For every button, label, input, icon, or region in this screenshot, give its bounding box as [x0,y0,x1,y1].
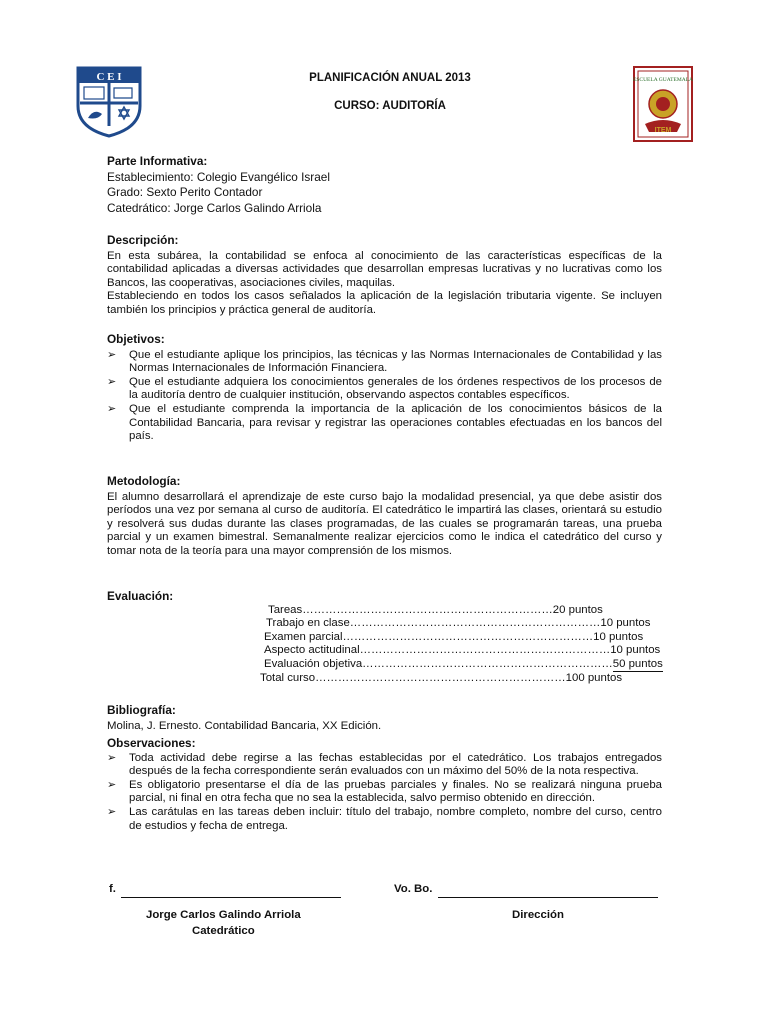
course-title: CURSO: AUDITORÍA [334,100,446,112]
descripcion-p2: Estableciendo en todos los casos señalados la aplicación de la legislación tributaria vigente. Se incluyen también los principios y práctica general de auditoría. [107,290,662,316]
signature-role: Catedrático [192,925,255,937]
arrow-bullet-icon: ➢ [107,778,117,791]
objetivos-section [107,333,662,444]
table-row: Examen parcial ………………………………………………………… 10 puntos [264,630,644,643]
emblem-subtext: ITEM [654,127,672,134]
list-item: ➢ Toda actividad debe regirse a las fechas establecidas por el catedrático. Los trabajos entregados después de la fecha correspondiente serán evaluados con un máximo del 50% de la nota respectiva. [107,751,662,778]
evaluacion-title: Evaluación: [107,589,174,603]
table-row-total: Total curso ………………………………………………………… 100 puntos [260,672,623,685]
list-item: ➢ Que el estudiante adquiera los conocimientos generales de los órdenes respectivos de los procesos de la auditoría dentro de cualquier institución, observando aspectos contables específicos. [107,375,662,402]
arrow-bullet-icon: ➢ [107,375,117,388]
table-row: Trabajo en clase ………………………………………………………… 10 puntos [266,617,651,630]
table-row: Aspecto actitudinal ………………………………………………………… 10 puntos [264,644,661,657]
objetivos-list [107,349,662,444]
document-title: PLANIFICACIÓN ANUAL 2013 [309,72,471,84]
list-item: ➢ Las carátulas en las tareas deben incluir: título del trabajo, nombre completo, nombre del curso, centro de estudios y fecha de entrega. [107,805,662,832]
arrow-bullet-icon: ➢ [107,348,117,361]
bibliografia-title: Bibliografía: [107,703,176,717]
list-item: ➢ Que el estudiante aplique los principios, las técnicas y las Normas Internacionales de Contabilidad y las Normas Internacionales de Información Financiera. [107,348,662,375]
signature-vobo-label: Vo. Bo. [394,883,433,895]
signature-line-direccion [438,897,658,898]
info-grado: Grado: Sexto Perito Contador [107,185,263,199]
objetivos-title: Objetivos: [107,332,165,346]
table-row: Tareas ………………………………………………………… 20 puntos [268,604,603,616]
descripcion-section [107,234,662,318]
arrow-bullet-icon: ➢ [107,402,117,415]
metodologia-text: El alumno desarrollará el aprendizaje de este curso bajo la modalidad presencial, ya que debe asistir dos períodos una vez por semana al curso de auditoría. El catedrático le impartirá las clases, orientará su estudio y resolverá sus dudas durante las clases programadas, de las cuales se programarán tareas, una prueba parcial y un examen bimestral. Semanalmente realizar ejercicios como le indica el catedrático del curso y tomar nota de la teoría para una mayor comprensión de los mismos. [107,490,662,557]
info-title: Parte Informativa: [107,154,208,168]
metodologia-title: Metodología: [107,474,181,488]
bibliografia-section [107,704,662,733]
info-catedratico: Catedrático: Jorge Carlos Galindo Arriola [107,200,322,215]
evaluacion-table [260,604,663,685]
list-item: ➢ Es obligatorio presentarse el día de las pruebas parciales y finales. No se realizará ninguna prueba parcial, ni final en otra fecha que no sea la establecida, salvo permiso obtenido en dirección. [107,778,662,805]
bibliografia-text: Molina, J. Ernesto. Contabilidad Bancaria, XX Edición. [107,719,382,732]
escuela-emblem-logo [633,66,693,142]
metodologia-section [107,475,662,559]
observaciones-title: Observaciones: [107,736,196,750]
list-item: ➢ Que el estudiante comprenda la importancia de la aplicación de los conocimientos básicos de la Contabilidad Bancaria, para revisar y registrar las operaciones contables efectuadas en los bancos del país. [107,402,662,443]
arrow-bullet-icon: ➢ [107,751,117,764]
info-establecimiento: Establecimiento: Colegio Evangélico Israel [107,169,330,184]
info-section [107,154,662,216]
signature-direccion: Dirección [512,909,564,921]
signature-line-catedratico [121,897,341,898]
observaciones-section [107,737,662,833]
emblem-text: ESCUELA GUATEMALA [632,77,694,83]
observaciones-list [107,752,662,834]
descripcion-title: Descripción: [107,233,179,247]
logo-cei-text: C E I [96,71,122,83]
signature-name: Jorge Carlos Galindo Arriola [146,909,301,921]
evaluacion-section [107,590,662,604]
table-row: Evaluación objetiva ………………………………………………………… 50 puntos [260,658,510,672]
descripcion-p1: En esta subárea, la contabilidad se enfoca al conocimiento de las características específicas de la contabilidad aplicadas a diversas actividades que desarrollan empresas lucrativas y no lucrativas como los Bancos, las cooperativas, asociaciones civiles, maquilas. [107,249,662,289]
school-shield-logo [76,66,142,138]
arrow-bullet-icon: ➢ [107,805,117,818]
signature-f-label: f. [109,883,116,895]
